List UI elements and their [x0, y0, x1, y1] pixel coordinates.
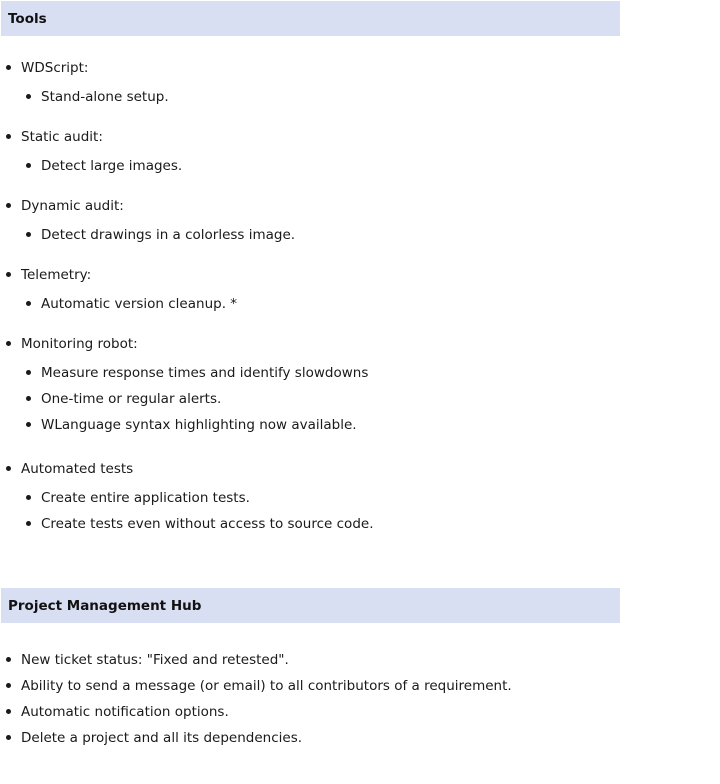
bullet-icon	[6, 683, 11, 688]
list-item-telemetry: Telemetry:	[21, 267, 92, 283]
sub-list-item: Measure response times and identify slowdowns	[41, 365, 369, 381]
bullet-icon	[26, 521, 31, 526]
bullet-icon	[26, 232, 31, 237]
bullet-icon	[6, 735, 11, 740]
sub-list-item: Detect large images.	[41, 158, 183, 174]
list-item: Ability to send a message (or email) to all contributors of a requirement.	[21, 678, 512, 694]
bullet-icon	[26, 422, 31, 427]
sub-list-item: WLanguage syntax highlighting now available.	[41, 417, 357, 433]
section-header-project-management-hub: Project Management Hub	[1, 588, 620, 623]
list-item: Automatic notification options.	[21, 704, 229, 720]
sub-list-item: One-time or regular alerts.	[41, 391, 222, 407]
bullet-icon	[6, 341, 11, 346]
list-item-static-audit: Static audit:	[21, 129, 103, 145]
list-item: New ticket status: "Fixed and retested".	[21, 652, 289, 668]
list-item-wdscript: WDScript:	[21, 60, 89, 76]
bullet-icon	[26, 163, 31, 168]
bullet-icon	[26, 396, 31, 401]
list-item-dynamic-audit: Dynamic audit:	[21, 198, 124, 214]
bullet-icon	[6, 65, 11, 70]
sub-list-item: Automatic version cleanup. *	[41, 296, 238, 312]
list-item-monitoring-robot: Monitoring robot:	[21, 336, 138, 352]
bullet-icon	[6, 203, 11, 208]
bullet-icon	[26, 301, 31, 306]
bullet-icon	[26, 94, 31, 99]
section-header-tools: Tools	[1, 1, 620, 36]
sub-list-item: Create entire application tests.	[41, 490, 250, 506]
bullet-icon	[6, 134, 11, 139]
bullet-icon	[6, 272, 11, 277]
bullet-icon	[6, 657, 11, 662]
bullet-icon	[26, 370, 31, 375]
bullet-icon	[26, 495, 31, 500]
sub-list-item: Detect drawings in a colorless image.	[41, 227, 296, 243]
sub-list-item: Create tests even without access to source code.	[41, 516, 374, 532]
bullet-icon	[6, 466, 11, 471]
list-item-automated-tests: Automated tests	[21, 461, 134, 477]
sub-list-item: Stand-alone setup.	[41, 89, 169, 105]
bullet-icon	[6, 709, 11, 714]
list-item: Delete a project and all its dependencies.	[21, 730, 303, 746]
